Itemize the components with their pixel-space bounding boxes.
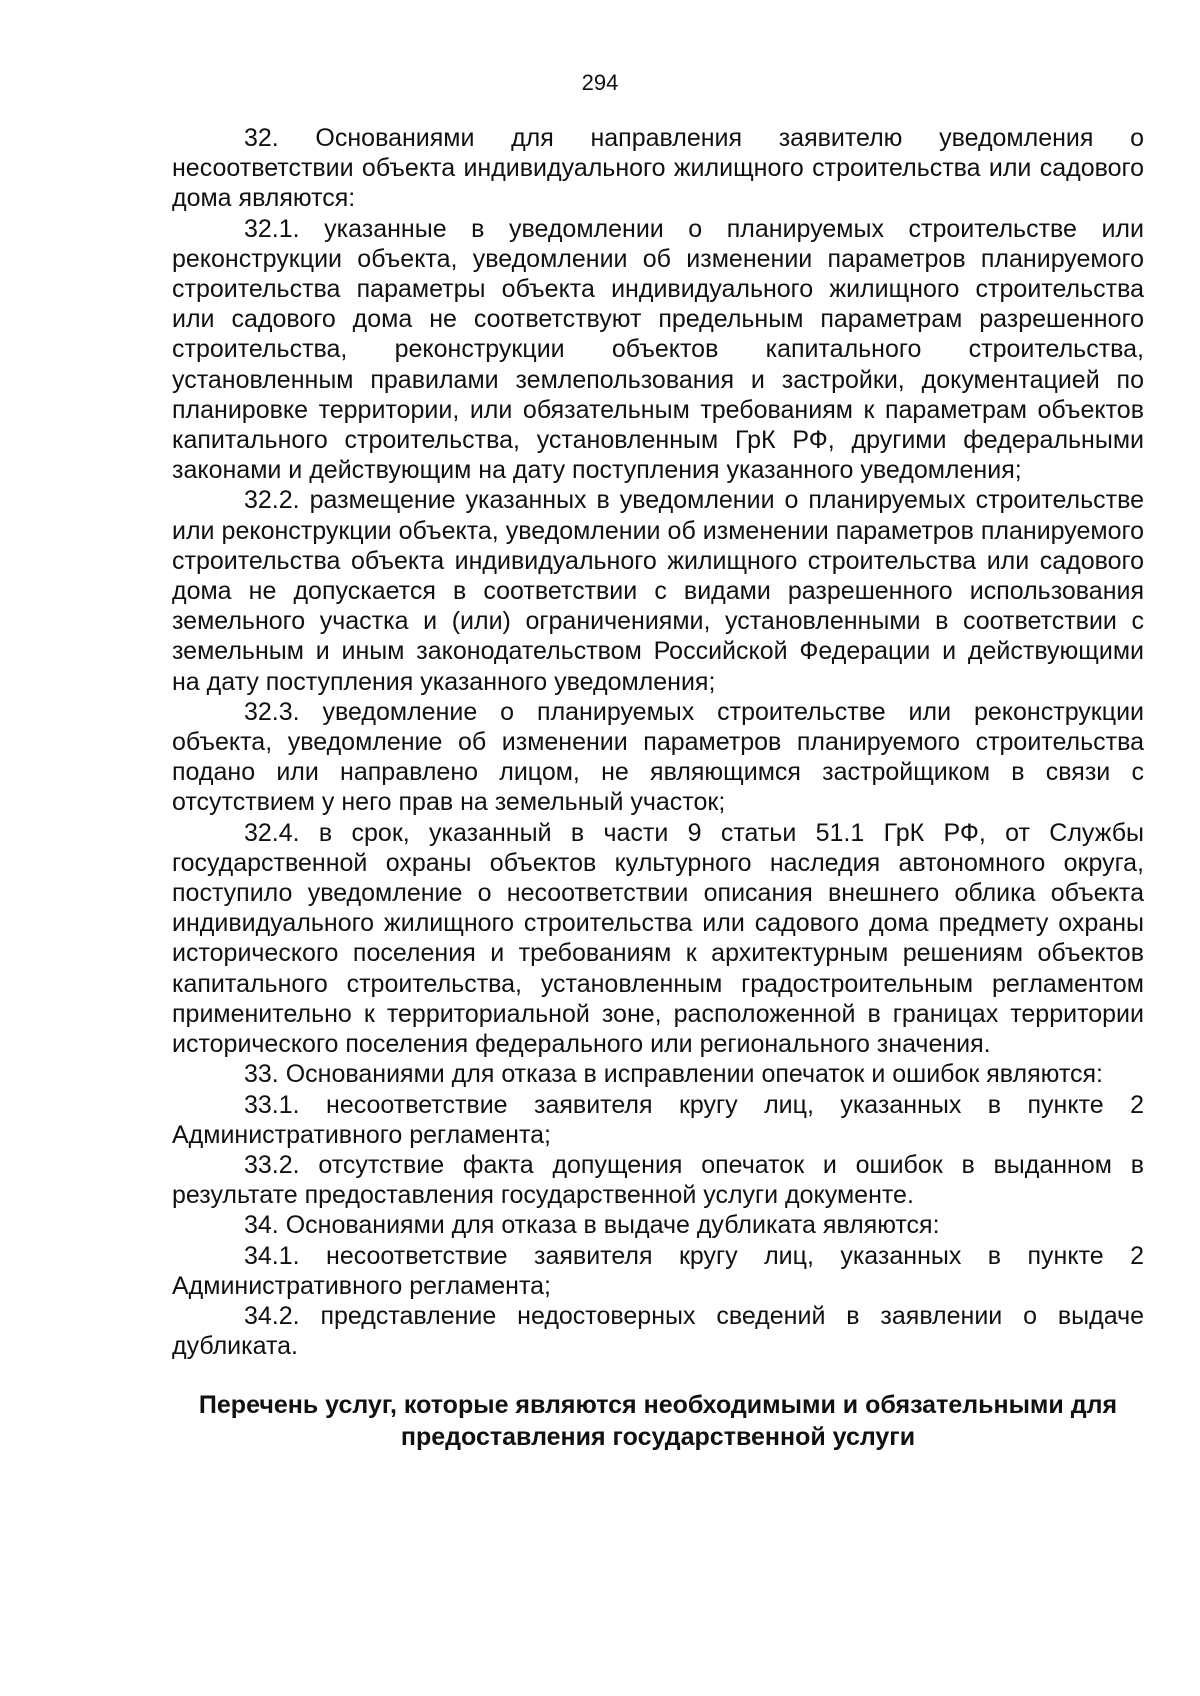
paragraph-32-3: 32.3. уведомление о планируемых строительстве или реконструкции объекта, уведомление об изменении параметров планируемого строительства подано или направлено лицом, не являющимся застройщиком в связи с отсутствием у него прав на земельный участок;: [172, 697, 1144, 817]
paragraph-32: 32. Основаниями для направления заявителю уведомления о несоответствии объекта индивидуального жилищного строительства или садового дома являются:: [172, 124, 1144, 213]
paragraph-33-2: 33.2. отсутствие факта допущения опечаток и ошибок в выданном в результате предоставления государственной услуги документе.: [172, 1150, 1144, 1210]
paragraph-33-1: 33.1. несоответствие заявителя кругу лиц, указанных в пункте 2 Административного регламента;: [172, 1090, 1144, 1149]
document-body: [172, 123, 1144, 1453]
section-heading: Перечень услуг, которые являются необходимыми и обязательными для предоставления государственной услуги: [198, 1391, 1118, 1452]
paragraph-33: 33. Основаниями для отказа в исправлении опечаток и ошибок являются:: [244, 1060, 1103, 1089]
paragraph-32-2: 32.2. размещение указанных в уведомлении о планируемых строительстве или реконструкции объекта, уведомлении об изменении параметров планируемого строительства объекта индивидуального жилищного строительства или садового дома не допускается в соответствии с видами разрешенного использования земельного участка и (или) ограничениями, установленными в соответствии с земельным и иным законодательством Российской Федерации и действующими на дату поступления указанного уведомления;: [172, 486, 1144, 696]
page-number: 294: [581, 70, 619, 95]
paragraph-32-4: 32.4. в срок, указанный в части 9 статьи 51.1 ГрК РФ, от Службы государственной охраны объектов культурного наследия автономного округа, поступило уведомление о несоответствии описания внешнего облика объекта индивидуального жилищного строительства или садового дома предмету охраны исторического поселения и требованиям к архитектурным решениям объектов капитального строительства, установленным градостроительным регламентом применительно к территориальной зоне, расположенной в границах территории исторического поселения федерального или регионального значения.: [172, 818, 1144, 1059]
paragraph-34-1: 34.1. несоответствие заявителя кругу лиц, указанных в пункте 2 Административного регламента;: [172, 1241, 1144, 1300]
paragraph-34-2: 34.2. представление недостоверных сведений в заявлении о выдаче дубликата.: [172, 1301, 1144, 1361]
paragraph-34: 34. Основаниями для отказа в выдаче дубликата являются:: [244, 1211, 940, 1240]
paragraph-32-1: 32.1. указанные в уведомлении о планируемых строительстве или реконструкции объекта, уведомлении об изменении параметров планируемого строительства параметры объекта индивидуального жилищного строительства или садового дома не соответствуют предельным параметрам разрешенного строительства, реконструкции объектов капитального строительства, установленным правилами землепользования и застройки, документацией по планировке территории, или обязательным требованиям к параметрам объектов капитального строительства, установленным ГрК РФ, другими федеральными законами и действующим на дату поступления указанного уведомления;: [172, 214, 1144, 485]
